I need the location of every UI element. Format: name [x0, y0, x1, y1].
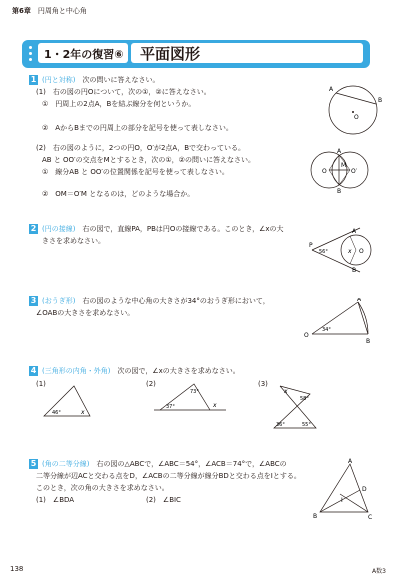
fig4c-angle-left: 36°: [276, 422, 285, 428]
section-number: 1: [30, 75, 37, 84]
section-heading: [42, 366, 240, 376]
fig2-label-p: P: [309, 242, 313, 249]
header-subtitle: 1・2年の復習⑥: [44, 48, 124, 61]
fig2-label-o: O: [359, 248, 364, 255]
q1-2b: AB と OO′の交点をMとするとき，次の①，②の問いに答えなさい。: [42, 156, 255, 164]
fig1a-label-a: A: [329, 86, 334, 93]
chapter-label: [12, 6, 87, 16]
section-tag: (おうぎ形): [42, 297, 76, 305]
section-tag: (円の接線): [42, 225, 76, 233]
section-heading: [42, 459, 287, 469]
figure-tangent-lines: [308, 226, 380, 274]
fig4a-angle: 46°: [52, 410, 61, 416]
q4-label-2: (2): [146, 380, 156, 388]
q1-2c: ① 線分AB と OO′の位置関係を記号を使って表しなさい。: [42, 168, 229, 176]
fig2-label-b: B: [352, 267, 357, 274]
figure-bisectors: [310, 458, 376, 520]
section-heading: [42, 75, 159, 85]
header-dots: [28, 44, 34, 64]
q2-line2: きさを求めなさい。: [42, 237, 105, 245]
figure-triangle-1: [38, 382, 98, 422]
fig3-label-o: O: [304, 332, 309, 339]
fig5-label-a: A: [348, 458, 353, 465]
figure-circle-chord: [318, 80, 388, 140]
section-text: 右の図の△ABCで，∠ABC＝54°，∠ACB＝74°で，∠ABCの: [96, 460, 287, 468]
chapter-title: 円周角と中心角: [37, 7, 87, 15]
fig1b-label-o2: O′: [351, 168, 358, 175]
q4-label-1: (1): [36, 380, 46, 388]
q1-1b: ② AからBまでの円周上の部分を記号を使って表しなさい。: [42, 124, 233, 132]
section-tag: (三角形の内角・外角): [42, 367, 111, 375]
footer-code: A数3: [372, 568, 386, 575]
fig3-angle: 34°: [322, 327, 331, 333]
fig5-label-d: D: [362, 486, 367, 493]
section-number: 5: [30, 459, 37, 468]
section-tag: (角の二等分線): [42, 460, 90, 468]
figure-triangle-2: [150, 380, 230, 420]
page-title: 平面図形: [140, 45, 201, 63]
q1-2: (2) 右の図のように，2つの円O，O′が2点A，Bで交わっている。: [36, 144, 245, 152]
section-heading: [42, 296, 270, 306]
section-text: 次の問いに答えなさい。: [82, 76, 160, 84]
q3-line2: ∠OABの大きさを求めなさい。: [36, 309, 135, 317]
fig4c-x: x: [284, 388, 288, 395]
figure-triangle-3: [262, 380, 322, 434]
section-text: 次の図で，∠xの大きさを求めなさい。: [117, 367, 240, 375]
q5-line3: このとき，次の角の大きさを求めなさい。: [36, 484, 169, 492]
page-number: 138: [10, 565, 24, 573]
fig4a-x: x: [81, 409, 85, 416]
fig5-label-i: I: [341, 497, 343, 504]
fig2-angle: 56°: [319, 249, 328, 255]
fig3-label-a: A: [357, 298, 362, 303]
section-number: 2: [30, 224, 37, 233]
fig4b-x: x: [213, 402, 217, 409]
fig1a-label-b: B: [378, 97, 383, 104]
fig4b-angle-top: 73°: [190, 389, 199, 395]
q1-1: (1) 右の図の円Oについて，次の①，②に答えなさい。: [36, 88, 211, 96]
q4-label-3: (3): [258, 380, 268, 388]
section-number: 3: [30, 296, 37, 305]
q1-2d: ② OM＝O′M となるのは，どのような場合か。: [42, 190, 195, 198]
fig5-label-c: C: [368, 514, 373, 520]
fig5-label-b: B: [313, 513, 318, 520]
fig1b-label-a: A: [337, 148, 342, 155]
figure-two-circles: [304, 145, 374, 195]
section-heading: [42, 224, 284, 234]
fig2-label-a: A: [352, 228, 357, 235]
q5-sub2: (2) ∠BIC: [146, 496, 181, 504]
fig1b-label-o: O: [322, 168, 327, 175]
chapter-number: 第6章: [12, 7, 31, 15]
section-text: 右の図で，直線PA，PBは円Oの接線である。このとき，∠xの大: [82, 225, 284, 233]
q1-1a: ① 円周上の2点A，Bを結ぶ線分を何というか。: [42, 100, 196, 108]
fig4c-angle-right: 55°: [302, 422, 311, 428]
fig2-x: x: [348, 248, 352, 255]
section-number: 4: [30, 366, 37, 375]
fig4c-angle-top: 58°: [300, 396, 309, 402]
section-tag: (円と対称): [42, 76, 76, 84]
fig1b-label-m: M: [341, 162, 347, 169]
q5-sub1: (1) ∠BDA: [36, 496, 75, 504]
fig4b-angle-left: 37°: [166, 404, 175, 410]
section-text: 右の図のような中心角の大きさが34°のおうぎ形において，: [82, 297, 270, 305]
figure-sector: [300, 298, 378, 346]
fig3-label-b: B: [366, 338, 371, 345]
fig1a-label-o: O: [354, 114, 359, 121]
q5-line2: 二等分線が辺ACと交わる点をD，∠ACBの二等分線が線分BDと交わる点をIとする。: [36, 472, 301, 480]
fig1b-label-b: B: [337, 188, 342, 195]
